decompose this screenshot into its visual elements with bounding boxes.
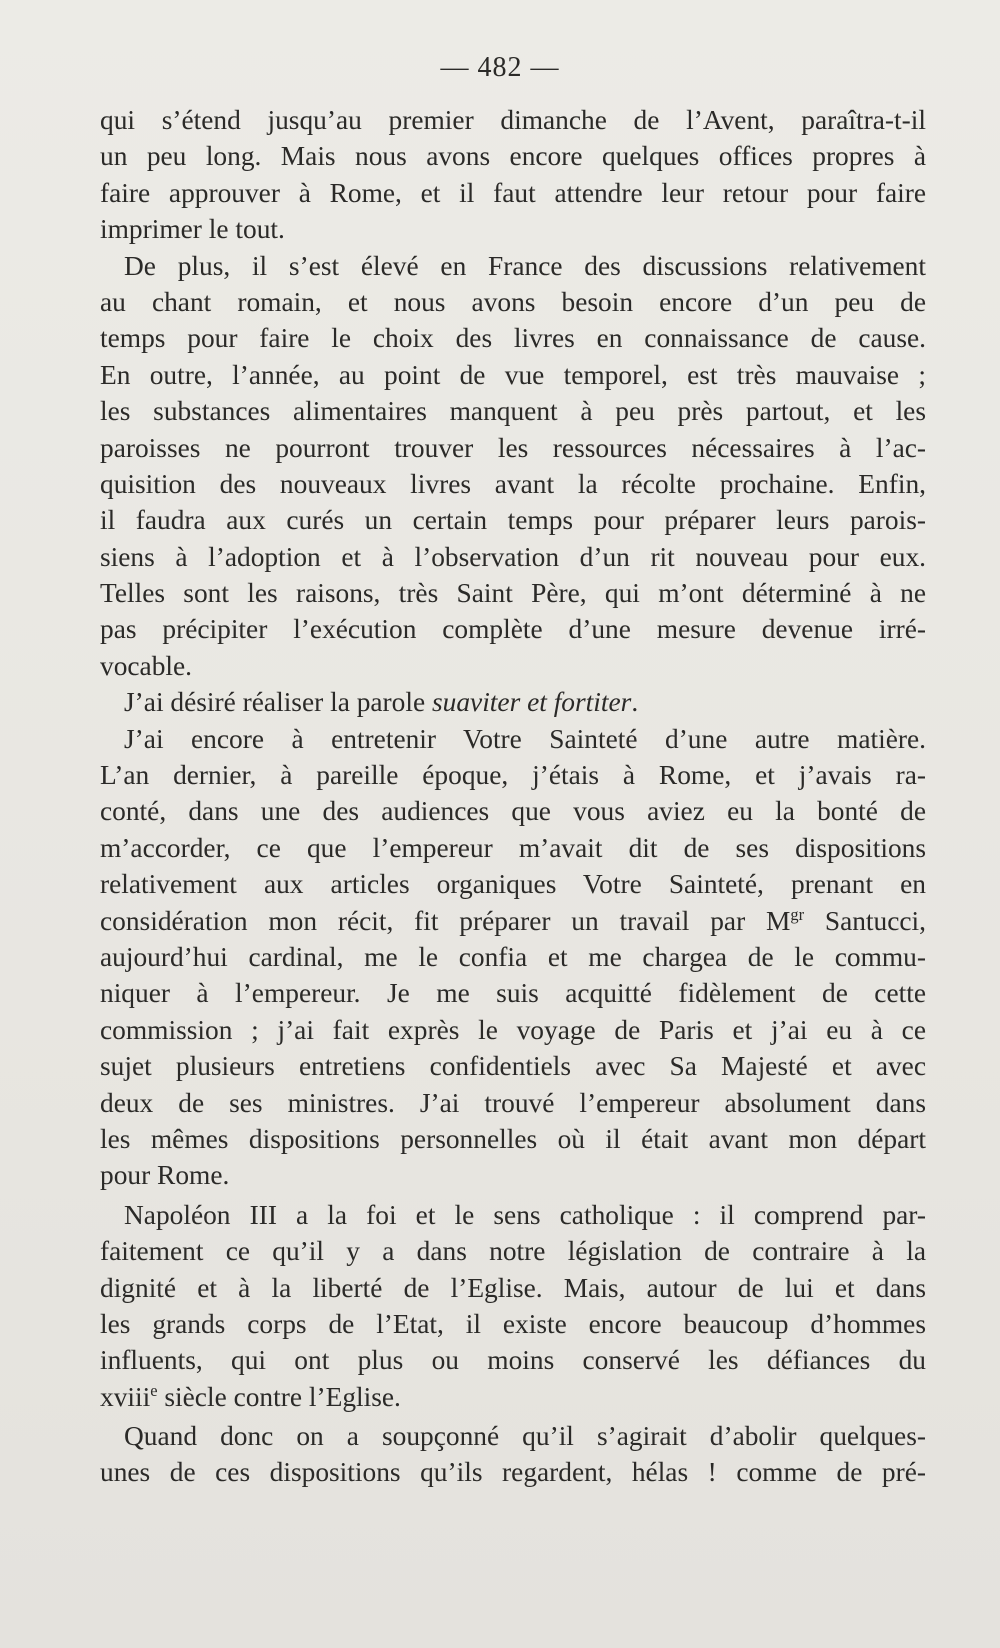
text-line: paroisses ne pourront trouver les ressources nécessaires à l’ac- [100, 432, 926, 463]
text-line: les mêmes dispositions personnelles où il était avant mon départ [100, 1123, 926, 1154]
text-line: vocable. [100, 650, 193, 681]
text-segment: Santucci, [804, 905, 927, 936]
text-segment: J’ai désiré réaliser la parole [124, 687, 432, 718]
text-line: niquer à l’empereur. Je me suis acquitté fidèlement de cette [100, 978, 926, 1009]
text-segment: siècle contre l’Eglise. [157, 1381, 401, 1412]
text-segment: xviii [100, 1381, 151, 1412]
text-line: les grands corps de l’Etat, il existe encore beaucoup d’hommes [100, 1308, 926, 1339]
text-line: siens à l’adoption et à l’observation d’un rit nouveau pour eux. [100, 541, 926, 572]
text-segment: considération mon récit, fit préparer un travail par M [100, 905, 791, 936]
text-segment: . [631, 687, 639, 718]
text-line: pas précipiter l’exécution complète d’une mesure devenue irré- [100, 614, 926, 645]
text-line: pour Rome. [100, 1160, 230, 1191]
text-line [100, 903, 926, 939]
text-line: Quand donc on a soupçonné qu’il s’agirait d’abolir quelques- [124, 1421, 926, 1452]
text-line: deux de ses ministres. J’ai trouvé l’empereur absolument dans [100, 1087, 926, 1118]
text-line: il faudra aux curés un certain temps pour préparer leurs parois- [100, 505, 926, 536]
superscript: gr [790, 904, 805, 924]
text-line [100, 1379, 926, 1415]
text-line: au chant romain, et nous avons besoin encore d’un peu de [100, 286, 926, 317]
body-text [100, 102, 926, 1491]
text-line: faitement ce qu’il y a dans notre législation de contraire à la [100, 1236, 926, 1267]
text-line: temps pour faire le choix des livres en connaissance de cause. [100, 323, 926, 354]
text-line: qui s’étend jusqu’au premier dimanche de l’Avent, paraîtra-t-il [100, 105, 926, 135]
text-line: Telles sont les raisons, très Saint Père, qui m’ont déterminé à ne [100, 578, 926, 609]
page-number: — 482 — [440, 52, 560, 83]
text-line: m’accorder, ce que l’empereur m’avait dit de ses dispositions [100, 832, 926, 863]
text-line: quisition des nouveaux livres avant la récolte prochaine. Enfin, [100, 468, 926, 499]
text-line: influents, qui ont plus ou moins conservé les défiances du [100, 1345, 926, 1376]
text-line: faire approuver à Rome, et il faut attendre leur retour pour faire [100, 177, 926, 208]
text-line: En outre, l’année, au point de vue temporel, est très mauvaise ; [100, 359, 926, 390]
text-line: commission ; j’ai fait exprès le voyage de Paris et j’ai eu à ce [100, 1014, 926, 1045]
text-line: unes de ces dispositions qu’ils regardent, hélas ! comme de pré- [100, 1457, 926, 1488]
text-line: conté, dans une des audiences que vous aviez eu la bonté de [100, 796, 926, 827]
text-line: relativement aux articles organiques Votre Sainteté, prenant en [100, 869, 926, 900]
text-line: dignité et à la liberté de l’Eglise. Mais, autour de lui et dans [100, 1272, 926, 1303]
text-line: Napoléon III a la foi et le sens catholique : il comprend par- [124, 1199, 926, 1230]
text-line: un peu long. Mais nous avons encore quelques offices propres à [100, 141, 926, 172]
text-line: aujourd’hui cardinal, me le confia et me chargea de le commu- [100, 941, 926, 972]
text-line: L’an dernier, à pareille époque, j’étais à Rome, et j’avais ra- [100, 760, 926, 791]
text-line: imprimer le tout. [100, 214, 285, 245]
text-line: De plus, il s’est élevé en France des discussions relativement [124, 250, 926, 281]
superscript: e [150, 1380, 158, 1400]
text-line: les substances alimentaires manquent à peu près partout, et les [100, 396, 926, 427]
text-line: J’ai encore à entretenir Votre Sainteté d’une autre matière. [124, 723, 926, 754]
text-line: sujet plusieurs entretiens confidentiels avec Sa Majesté et avec [100, 1051, 926, 1082]
text-line [100, 684, 926, 720]
italic-phrase: suaviter et fortiter [431, 687, 632, 718]
